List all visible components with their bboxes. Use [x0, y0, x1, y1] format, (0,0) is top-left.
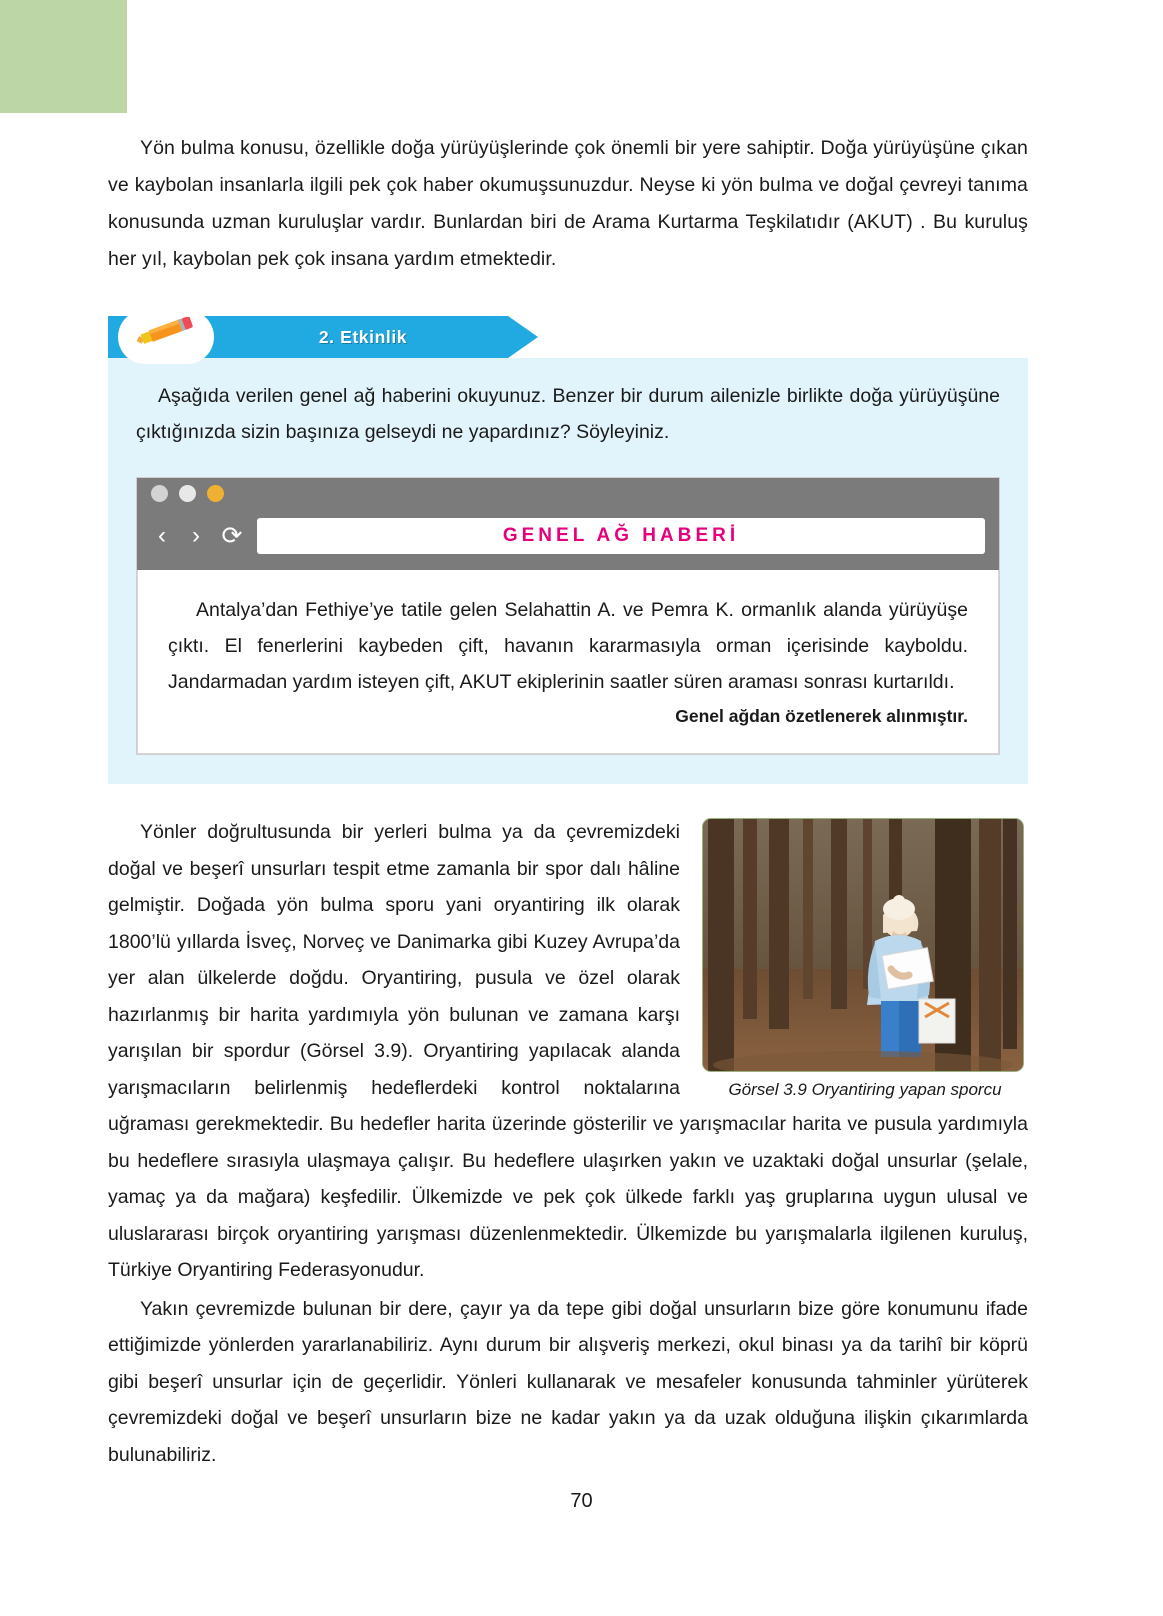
- pencil-icon: [118, 310, 214, 364]
- corner-decoration: [0, 0, 127, 113]
- activity-box: [108, 316, 1028, 784]
- back-icon[interactable]: ‹: [158, 522, 166, 549]
- window-dot-icon[interactable]: [179, 485, 196, 502]
- intro-paragraph: Yön bulma konusu, özellikle doğa yürüyüşlerinde çok önemli bir yere sahiptir. Doğa yürüyüşüne çıkan ve kaybolan insanlarla ilgili pek çok haber okumuşsunuzdur. Neyse ki yön bulma ve doğal çevreyi tanıma konusunda uzman kuruluşlar vardır. Bunlardan biri de Arama Kurtarma Teşkilatıdır (AKUT) . Bu kuruluş her yıl, kaybolan pek çok insana yardım etmektedir.: [108, 137, 1028, 270]
- figure-caption: Görsel 3.9 Oryantiring yapan sporcu: [728, 1080, 1002, 1099]
- page-number: 70: [570, 1490, 593, 1512]
- browser-window: [137, 478, 999, 754]
- main-paragraph-1: Yönler doğrultusunda bir yerleri bulma ya da çevremizdeki doğal ve beşerî unsurları tespit etme zamanla bir spor dalı hâline gelmiştir. Doğada yön bulma sporu yani oryantiring ilk olarak 1800’lü yıllarda İsveç, Norveç ve Danimarka gibi Kuzey Avrupa’da yer alan ülkelerde doğdu. Oryantiring, pusula ve özel olarak hazırlanmış bir harita yardımıyla yön bulunan ve zamana karşı yarışılan bir spordur (Görsel 3.9). Oryantiring yapılacak alanda yarışmacıların belirlenmiş hedeflerdeki kontrol noktalarına uğraması gerekmektedir. Bu hedefler harita üzerinde gösterilir ve yarışmacılar harita ve pusula yardımıyla bu hedeflere sırasıyla ulaşmaya çalışır. Bu hedeflere ulaşırken yakın ve uzaktaki doğal unsurlar (şelale, yamaç ya da mağara) keşfedilir. Ülkemizde ve pek çok ülkede farklı yaş gruplarına uygun ulusal ve uluslararası birçok oryantiring yarışması düzenlenmektedir. Ülkemizde bu yarışmalarla ilgilenen kuruluş, Türkiye Oryantiring Federasyonudur.: [108, 821, 1028, 1281]
- browser-titlebar: [137, 478, 999, 508]
- orienteering-photo: [702, 818, 1024, 1072]
- figure-block: [702, 818, 1028, 1100]
- address-bar[interactable]: [257, 518, 985, 554]
- address-bar-text: GENEL AĞ HABERİ: [502, 525, 740, 546]
- window-dot-icon[interactable]: [207, 485, 224, 502]
- browser-content: [137, 570, 999, 754]
- main-text-section: [108, 814, 1028, 1473]
- activity-body: [108, 358, 1028, 784]
- reload-icon[interactable]: ⟳: [221, 521, 243, 550]
- news-source: Genel ağdan özetlenerek alınmıştır.: [675, 706, 968, 726]
- content-column: [108, 130, 1028, 1473]
- window-dot-icon[interactable]: [151, 485, 168, 502]
- activity-title: 2. Etkinlik: [318, 326, 408, 347]
- browser-toolbar: [137, 508, 999, 570]
- forward-icon[interactable]: ›: [192, 522, 200, 549]
- news-body: Antalya’dan Fethiye’ye tatile gelen Selahattin A. ve Pemra K. ormanlık alanda yürüyüşe çıktı. El fenerlerini kaybeden çift, havanın kararmasıyla orman içerisinde kayboldu. Jandarmadan yardım isteyen çift, AKUT ekiplerinin saatler süren araması sonrası kurtarıldı.: [168, 599, 968, 693]
- main-paragraph-2: Yakın çevremizde bulunan bir dere, çayır ya da tepe gibi doğal unsurların bize göre konumunu ifade ettiğimizde yönlerden yararlanabiliriz. Aynı durum bir alışveriş merkezi, okul binası ya da tarihî bir köprü gibi beşerî unsurlar için de geçerlidir. Yönleri kullanarak ve mesafeler konusunda tahminler yürüterek çevremizdeki doğal ve beşerî unsurların bize ne kadar yakın ya da uzak olduğuna ilişkin çıkarımlarda bulunabiliriz.: [108, 1297, 1028, 1466]
- activity-header: [108, 316, 1028, 358]
- activity-tab-arrow: [508, 316, 538, 358]
- activity-instruction: Aşağıda verilen genel ağ haberini okuyunuz. Benzer bir durum ailenizle birlikte doğa yürüyüşüne çıktığınızda sizin başınıza gelseydi ne yapardınız? Söyleyiniz.: [136, 385, 1000, 443]
